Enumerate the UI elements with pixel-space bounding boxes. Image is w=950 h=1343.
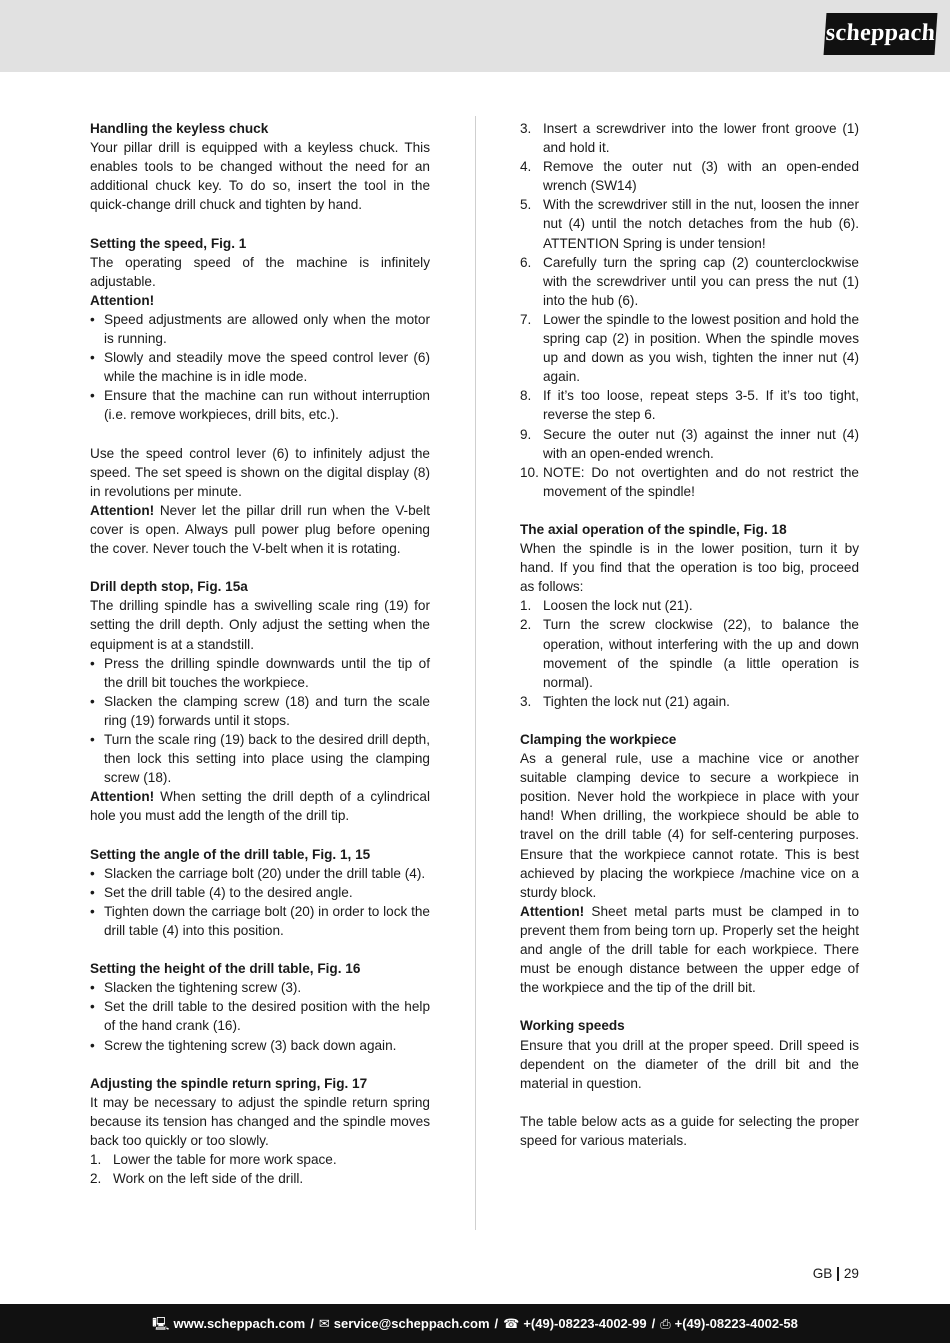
list-number: 4. [520, 159, 532, 175]
list-item [90, 1150, 430, 1169]
list-item [90, 1169, 430, 1188]
list-item [520, 195, 859, 252]
numbered-list [90, 1150, 430, 1188]
scheppach-logo: scheppach [824, 13, 938, 55]
list-item [520, 596, 859, 615]
list-number: 1. [520, 598, 532, 614]
bullet-list [90, 978, 430, 1054]
envelope-icon: ✉ [318, 1315, 330, 1331]
footer-email-link[interactable]: service@scheppach.com [333, 1315, 490, 1331]
list-item: • Screw the tightening screw (3) back down again. [90, 1036, 430, 1055]
section-title: Setting the angle of the drill table, Fig. 1, 15 [90, 846, 371, 862]
paragraph: The table below acts as a guide for selecting the proper speed for various materials. [520, 1113, 859, 1148]
list-item: • Set the drill table (4) to the desired angle. [90, 883, 430, 902]
language-code: GB [812, 1266, 833, 1281]
list-item [520, 253, 859, 310]
paragraph: It may be necessary to adjust the spindle return spring because its tension has changed and the spindle moves back too quickly or too slowly. [90, 1094, 430, 1148]
list-number: 2. [90, 1171, 102, 1187]
footer-separator: / [494, 1315, 499, 1331]
list-number: 10. [520, 464, 539, 480]
list-text: Tighten the lock nut (21) again. [543, 693, 730, 709]
section-speed-control [90, 444, 430, 559]
attention-paragraph [520, 902, 859, 997]
attention-label: Attention! [90, 502, 155, 518]
list-number: 5. [520, 197, 532, 213]
header-band [0, 0, 950, 72]
list-text: Carefully turn the spring cap (2) counterclockwise with the screwdriver until you can press the nut (1) into the hub (6). [543, 254, 859, 308]
bullet-list [90, 864, 430, 940]
list-item [520, 386, 859, 424]
list-item [520, 463, 859, 501]
section-title: Handling the keyless chuck [90, 121, 269, 136]
list-item: • Tighten down the carriage bolt (20) in order to lock the drill table (4) into this position. [90, 902, 430, 940]
list-text: Turn the screw clockwise (22), to balance the operation, without interfering with the up and down movement of the spindle (a little operation is normal). [543, 617, 859, 690]
list-item [520, 425, 859, 463]
list-item [520, 692, 859, 711]
list-text: Insert a screwdriver into the lower front groove (1) and hold it. [543, 121, 859, 156]
section-title: Drill depth stop, Fig. 15a [90, 579, 248, 595]
attention-paragraph [90, 787, 430, 825]
footer-fax: +(49)-08223-4002-58 [674, 1315, 798, 1331]
section-setting-speed [90, 234, 430, 425]
list-text: Remove the outer nut (3) with an open-ended wrench (SW14) [543, 159, 859, 194]
list-item: • Slacken the clamping screw (18) and turn the scale ring (19) forwards until it stops. [90, 692, 430, 730]
list-text: Loosen the lock nut (21). [543, 598, 693, 614]
footer-separator: / [310, 1315, 314, 1331]
list-item [520, 157, 859, 195]
attention-heading: Attention! [90, 292, 155, 308]
list-item: • Slowly and steadily move the speed control lever (6) while the machine is in idle mode. [90, 348, 430, 386]
list-number: 1. [90, 1152, 102, 1168]
telephone-icon: ☎ [503, 1315, 520, 1331]
attention-text: Never let the pillar drill run when the V-belt cover is open. Always pull power plug before opening the cover. Never touch the V-belt when it is rotating. [90, 502, 430, 557]
section-title: Clamping the workpiece [520, 732, 677, 747]
list-text: With the screwdriver still in the nut, loosen the inner nut (4) until the notch detaches from the hub (6). ATTENTION Spring is under tension! [543, 197, 859, 251]
section-working-speeds [520, 1016, 859, 1092]
list-item: • Turn the scale ring (19) back to the desired drill depth, then lock this setting into place using the clamping screw (18). [90, 730, 430, 787]
numbered-list [520, 119, 859, 501]
list-text: Work on the left side of the drill. [113, 1171, 304, 1187]
section-table-height [90, 959, 430, 1054]
list-text: Lower the table for more work space. [113, 1152, 337, 1168]
list-number: 8. [520, 388, 532, 404]
paragraph: When the spindle is in the lower position, turn it by hand. If you find that the operation is too big, proceed as follows: [520, 541, 859, 595]
list-item: • Slacken the carriage bolt (20) under the drill table (4). [90, 864, 430, 883]
list-item [520, 119, 859, 157]
list-number: 3. [520, 693, 532, 709]
paragraph: The drilling spindle has a swivelling scale ring (19) for setting the drill depth. Only adjust the setting when the equipment is at a standstill. [90, 598, 430, 652]
section-axial-operation [520, 520, 859, 711]
section-spindle-return-spring [90, 1074, 430, 1189]
section-spring-steps [520, 119, 859, 501]
page-number-value: 29 [843, 1266, 859, 1281]
bullet-list [90, 654, 430, 788]
section-drill-depth-stop [90, 577, 430, 825]
footer-bar [0, 1304, 950, 1343]
attention-paragraph [90, 501, 430, 558]
footer-separator: / [651, 1315, 656, 1331]
list-number: 6. [520, 254, 532, 270]
computer-icon: 🖳 [152, 1315, 170, 1331]
section-title: Setting the speed, Fig. 1 [90, 235, 247, 251]
list-item: • Ensure that the machine can run without interruption (i.e. remove workpieces, drill bits, etc.). [90, 386, 430, 424]
numbered-list [520, 596, 859, 711]
footer-website-link[interactable]: www.scheppach.com [173, 1315, 306, 1331]
section-title: The axial operation of the spindle, Fig. 18 [520, 521, 787, 537]
page-number-divider [837, 1267, 839, 1281]
list-number: 2. [520, 617, 532, 633]
list-number: 7. [520, 311, 532, 327]
list-text: Secure the outer nut (3) against the inner nut (4) with an open-ended wrench. [543, 426, 859, 461]
list-number: 9. [520, 426, 532, 442]
attention-text: When setting the drill depth of a cylindrical hole you must add the length of the drill tip. [90, 789, 430, 824]
bullet-list [90, 310, 430, 425]
section-table-note [520, 1112, 859, 1150]
list-item: • Slacken the tightening screw (3). [90, 978, 430, 997]
column-divider [475, 116, 476, 1230]
section-title: Working speeds [520, 1018, 625, 1034]
list-item [520, 615, 859, 691]
list-text: NOTE: Do not overtighten and do not restrict the movement of the spindle! [543, 464, 859, 499]
attention-label: Attention! [520, 903, 585, 919]
section-table-angle [90, 845, 430, 940]
section-keyless-chuck [90, 119, 430, 214]
section-clamping-workpiece [520, 730, 859, 997]
paragraph: Ensure that you drill at the proper speed. Drill speed is dependent on the diameter of the drill bit and the material in question. [520, 1037, 859, 1091]
section-title: Adjusting the spindle return spring, Fig. 17 [90, 1075, 368, 1091]
list-item: • Set the drill table to the desired position with the help of the hand crank (16). [90, 997, 430, 1035]
page-number [813, 1264, 859, 1283]
paragraph: As a general rule, use a machine vice or another suitable clamping device to secure a workpiece in position. Never hold the workpiece in place with your hand! When drilling, the workpiece should be able to travel on the drill table (4) for self-centering purposes. Ensure that the workpiece cannot rotate. This is best achieved by placing the workpiece /machine vice on a sturdy block. [520, 751, 859, 900]
left-column [90, 119, 430, 1188]
fax-icon: ⎙ [660, 1315, 671, 1331]
list-number: 3. [520, 121, 532, 136]
section-title: Setting the height of the drill table, Fig. 16 [90, 961, 361, 977]
attention-text: Sheet metal parts must be clamped in to prevent them from being torn up. Properly set the height and angle of the drill table for each workpiece. There must be enough distance between the upper edge of the workpiece and the tip of the drill bit. [520, 903, 859, 996]
footer-phone: +(49)-08223-4002-99 [523, 1315, 647, 1331]
list-item: • Press the drilling spindle downwards until the tip of the drill bit touches the workpiece. [90, 654, 430, 692]
paragraph: Use the speed control lever (6) to infinitely adjust the speed. The set speed is shown on the digital display (8) in revolutions per minute. [90, 445, 430, 499]
list-text: If it’s too loose, repeat steps 3-5. If it’s too tight, reverse the step 6. [543, 388, 859, 423]
attention-label: Attention! [90, 789, 155, 805]
paragraph: Your pillar drill is equipped with a keyless chuck. This enables tools to be changed without the need for an additional chuck key. To do so, insert the tool in the quick-change drill chuck and tighten by hand. [90, 140, 430, 213]
right-column [520, 119, 859, 1150]
paragraph: The operating speed of the machine is infinitely adjustable. [90, 254, 430, 289]
list-item [520, 310, 859, 386]
list-item: • Speed adjustments are allowed only when the motor is running. [90, 310, 430, 348]
list-text: Lower the spindle to the lowest position and hold the spring cap (2) in position. When the spindle moves up and down as you wish, tighten the inner nut (4) again. [543, 311, 859, 385]
